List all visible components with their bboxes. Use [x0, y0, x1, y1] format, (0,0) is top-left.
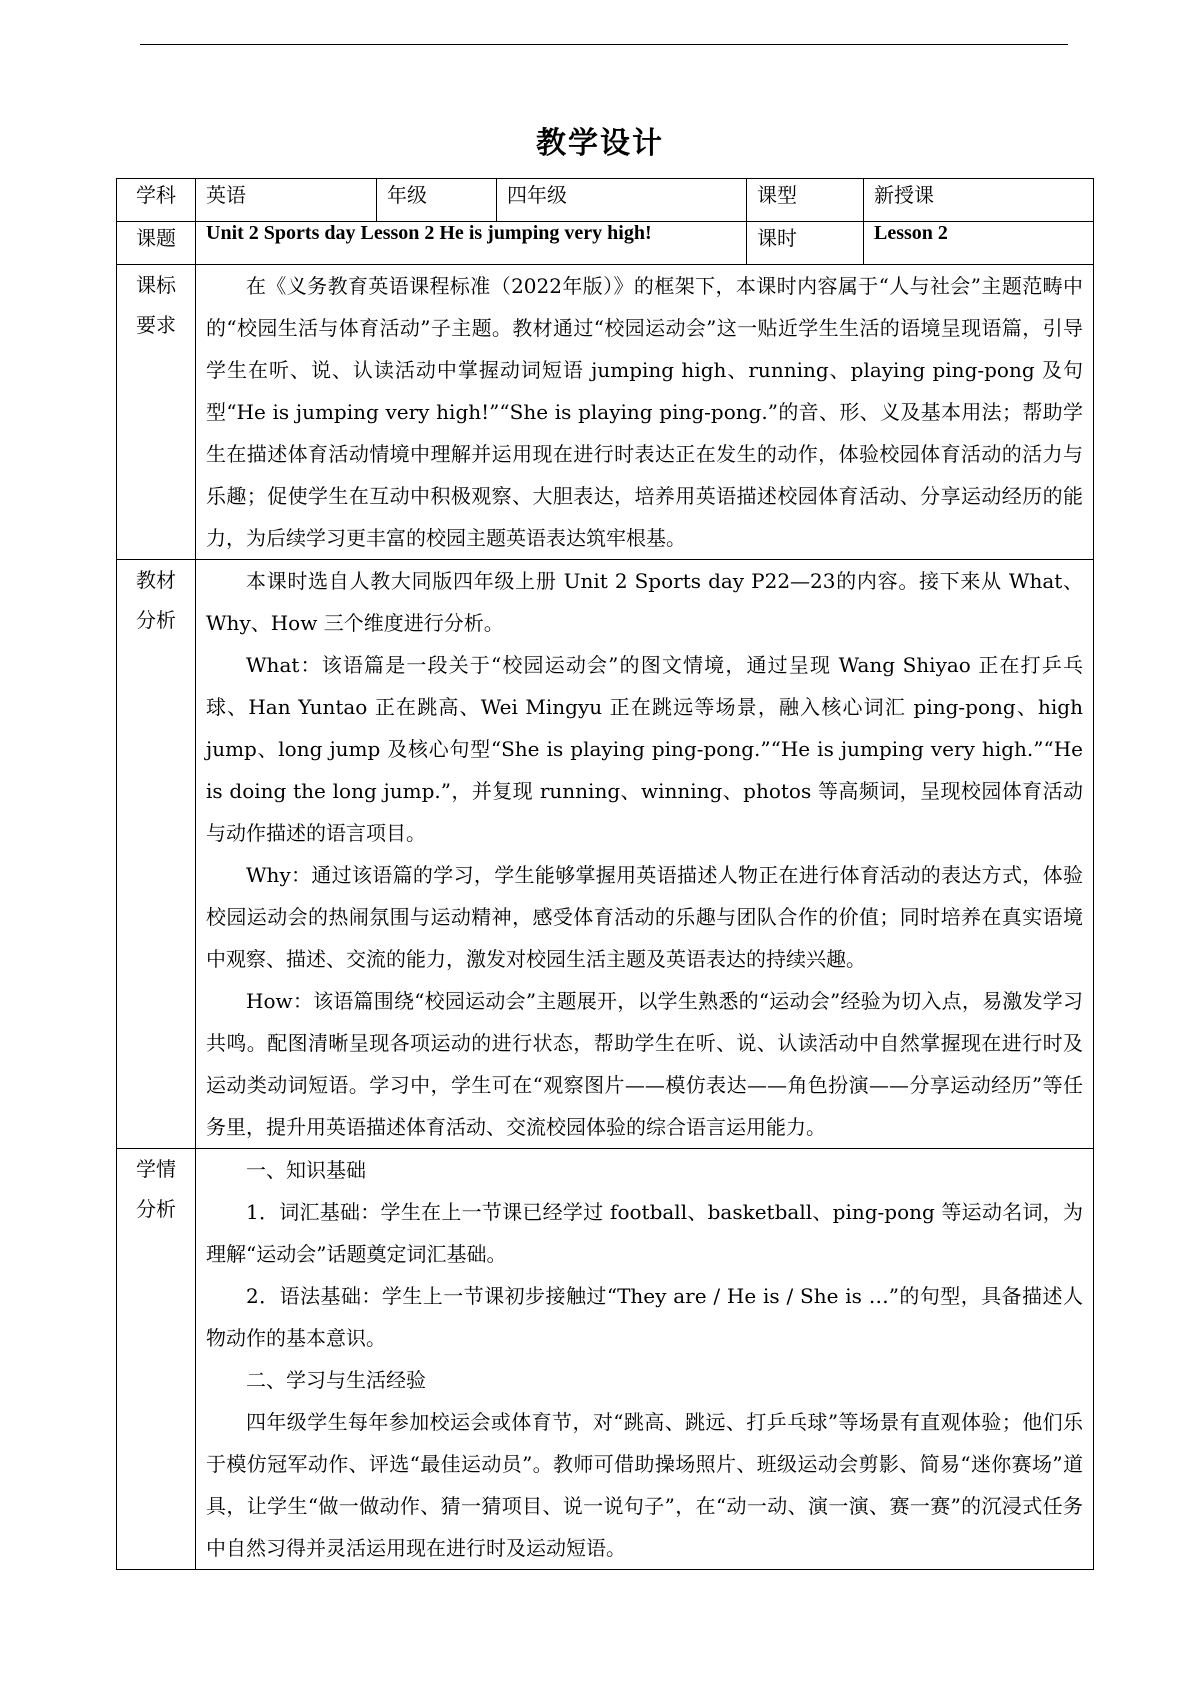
learner-heading-knowledge: 一、知识基础 [246, 1158, 366, 1182]
info-row-2 [117, 222, 1094, 265]
curriculum-label [117, 265, 196, 560]
learner-vocab-paragraph: 1．词汇基础：学生在上一节课已经学过 football、basketball、ping-pong 等运动名词，为理解“运动会”话题奠定词汇基础。 [206, 1200, 1083, 1266]
learner-label [117, 1149, 196, 1570]
curriculum-label-line-2: 要求 [136, 313, 176, 337]
topic-value: Unit 2 Sports day Lesson 2 He is jumping very high! [196, 222, 747, 265]
learner-grammar-paragraph: 2．语法基础：学生上一节课初步接触过“They are / He is / She is …”的句型，具备描述人物动作的基本意识。 [206, 1284, 1083, 1350]
learner-label-line-1: 学情 [136, 1157, 176, 1181]
type-value: 新授课 [864, 179, 1094, 222]
material-label [117, 560, 196, 1149]
lesson-design-table [116, 178, 1094, 1570]
material-row [117, 560, 1094, 1149]
curriculum-content [196, 265, 1094, 560]
material-how-paragraph: How：该语篇围绕“校园运动会”主题展开，以学生熟悉的“运动会”经验为切入点，易激发学习共鸣。配图清晰呈现各项运动的进行状态，帮助学生在听、说、认读活动中自然掌握现在进行时及运动类动词短语。学习中，学生可在“观察图片——模仿表达——角色扮演——分享运动经历”等任务里，提升用英语描述体育活动、交流校园体验的综合语言运用能力。 [206, 989, 1083, 1139]
learner-label-line-2: 分析 [136, 1197, 176, 1221]
subject-label: 学科 [117, 179, 196, 222]
learner-heading-experience: 二、学习与生活经验 [246, 1368, 426, 1392]
type-label: 课型 [747, 179, 864, 222]
curriculum-row [117, 265, 1094, 560]
learner-experience-paragraph: 四年级学生每年参加校运会或体育节，对“跳高、跳远、打乒乓球”等场景有直观体验；他们乐于模仿冠军动作、评选“最佳运动员”。教师可借助操场照片、班级运动会剪影、简易“迷你赛场”道具，让学生“做一做动作、猜一猜项目、说一说句子”，在“动一动、演一演、赛一赛”的沉浸式任务中自然习得并灵活运用现在进行时及运动短语。 [206, 1410, 1083, 1560]
period-label: 课时 [747, 222, 864, 265]
grade-label: 年级 [377, 179, 497, 222]
header-rule [140, 44, 1068, 45]
subject-value: 英语 [196, 179, 377, 222]
material-intro-paragraph: 本课时选自人教大同版四年级上册 Unit 2 Sports day P22—23的内容。接下来从 What、Why、How 三个维度进行分析。 [206, 569, 1083, 635]
grade-value: 四年级 [497, 179, 747, 222]
period-value: Lesson 2 [864, 222, 1094, 265]
learner-content [196, 1149, 1094, 1570]
learner-row [117, 1149, 1094, 1570]
material-label-line-1: 教材 [136, 568, 176, 592]
material-content [196, 560, 1094, 1149]
topic-label: 课题 [117, 222, 196, 265]
info-row-1 [117, 179, 1094, 222]
material-why-paragraph: Why：通过该语篇的学习，学生能够掌握用英语描述人物正在进行体育活动的表达方式，体验校园运动会的热闹氛围与运动精神，感受体育活动的乐趣与团队合作的价值；同时培养在真实语境中观察、描述、交流的能力，激发对校园生活主题及英语表达的持续兴趣。 [206, 863, 1083, 971]
curriculum-label-line-1: 课标 [136, 273, 176, 297]
curriculum-paragraph: 在《义务教育英语课程标准（2022年版）》的框架下，本课时内容属于“人与社会”主题范畴中的“校园生活与体育活动”子主题。教材通过“校园运动会”这一贴近学生生活的语境呈现语篇，引导学生在听、说、认读活动中掌握动词短语 jumping high、running、playing ping-pong 及句型“He is jumping very high!”“She is playing ping-pong.”的音、形、义及基本用法；帮助学生在描述体育活动情境中理解并运用现在进行时表达正在发生的动作，体验校园体育活动的活力与乐趣；促使学生在互动中积极观察、大胆表达，培养用英语描述校园体育活动、分享运动经历的能力，为后续学习更丰富的校园主题英语表达筑牢根基。 [206, 274, 1083, 550]
document-title: 教学设计 [536, 126, 664, 161]
material-label-line-2: 分析 [136, 608, 176, 632]
material-what-paragraph: What：该语篇是一段关于“校园运动会”的图文情境，通过呈现 Wang Shiyao 正在打乒乓球、Han Yuntao 正在跳高、Wei Mingyu 正在跳远等场景，融入核心词汇 ping-pong、high jump、long jump 及核心句型“She is playing ping-pong.”“He is jumping very high.”“He is doing the long jump.”，并复现 running、winning、photos 等高频词，呈现校园体育活动与动作描述的语言项目。 [206, 653, 1083, 845]
